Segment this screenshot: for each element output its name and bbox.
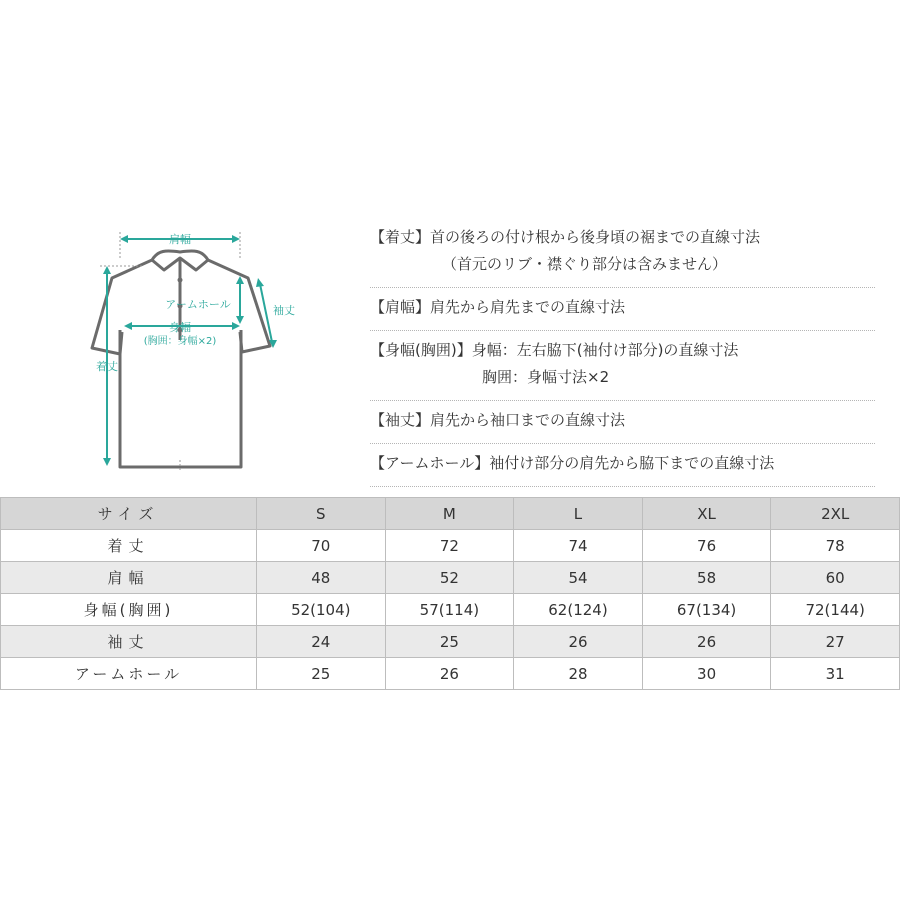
definition-length (370, 218, 875, 288)
table-cell: 52 (385, 562, 514, 594)
table-cell: 72(144) (771, 594, 900, 626)
row-label: 身幅(胸囲) (1, 594, 257, 626)
table-row (1, 594, 900, 626)
definition-text: 肩先から袖口までの直線寸法 (430, 411, 626, 429)
table-cell: 26 (514, 626, 643, 658)
header-cell-xl: XL (642, 498, 771, 530)
definition-text: 身幅：左右脇下(袖付け部分)の直線寸法 (471, 341, 739, 359)
header-cell-2xl: 2XL (771, 498, 900, 530)
size-chart-table (0, 497, 900, 690)
definition-shoulder (370, 288, 875, 331)
header-cell-l: L (514, 498, 643, 530)
table-cell: 48 (257, 562, 386, 594)
definition-term: 【袖丈】 (370, 411, 431, 429)
armhole-label: アームホール (165, 298, 231, 311)
table-cell: 57(114) (385, 594, 514, 626)
table-cell: 72 (385, 530, 514, 562)
table-cell: 25 (385, 626, 514, 658)
definition-term: 【アームホール】 (370, 454, 490, 472)
header-cell-m: M (385, 498, 514, 530)
table-cell: 70 (257, 530, 386, 562)
definition-text: （首元のリブ・襟ぐり部分は含みません） (442, 255, 728, 273)
table-row (1, 658, 900, 690)
table-cell: 58 (642, 562, 771, 594)
measurement-definitions (370, 218, 875, 487)
header-cell-size: サイズ (1, 498, 257, 530)
sleeve-label: 袖丈 (273, 304, 295, 317)
table-cell: 31 (771, 658, 900, 690)
table-cell: 60 (771, 562, 900, 594)
definition-text: 肩先から肩先までの直線寸法 (430, 298, 626, 316)
polo-shirt-diagram (84, 220, 304, 480)
definition-term: 【着丈】 (370, 228, 431, 246)
table-cell: 76 (642, 530, 771, 562)
row-label: 肩幅 (1, 562, 257, 594)
definition-text: 首の後ろの付け根から後身頃の裾までの直線寸法 (430, 228, 761, 246)
table-cell: 67(134) (642, 594, 771, 626)
table-cell: 30 (642, 658, 771, 690)
table-cell: 78 (771, 530, 900, 562)
definition-text: 袖付け部分の肩先から脇下までの直線寸法 (489, 454, 775, 472)
header-cell-s: S (257, 498, 386, 530)
row-label: 着丈 (1, 530, 257, 562)
table-cell: 62(124) (514, 594, 643, 626)
definition-text: 胸囲：身幅寸法×2 (482, 368, 610, 386)
definition-armhole (370, 444, 875, 487)
definition-chest (370, 331, 875, 401)
table-cell: 54 (514, 562, 643, 594)
chest-sub-label: (胸囲：身幅×2) (143, 336, 217, 347)
table-row (1, 530, 900, 562)
row-label: 袖丈 (1, 626, 257, 658)
table-cell: 52(104) (257, 594, 386, 626)
table-header-row (1, 498, 900, 530)
length-label: 着丈 (96, 360, 118, 373)
definition-sleeve (370, 401, 875, 444)
table-cell: 74 (514, 530, 643, 562)
table-cell: 27 (771, 626, 900, 658)
shoulder-label: 肩幅 (169, 233, 191, 246)
definition-term: 【身幅(胸囲)】 (370, 341, 472, 359)
table-cell: 26 (642, 626, 771, 658)
table-cell: 26 (385, 658, 514, 690)
table-cell: 28 (514, 658, 643, 690)
garment-diagram (84, 220, 304, 480)
table-cell: 25 (257, 658, 386, 690)
table-row (1, 562, 900, 594)
table-row (1, 626, 900, 658)
table-cell: 24 (257, 626, 386, 658)
definition-term: 【肩幅】 (370, 298, 431, 316)
chest-label: 身幅 (169, 321, 191, 334)
row-label: アームホール (1, 658, 257, 690)
